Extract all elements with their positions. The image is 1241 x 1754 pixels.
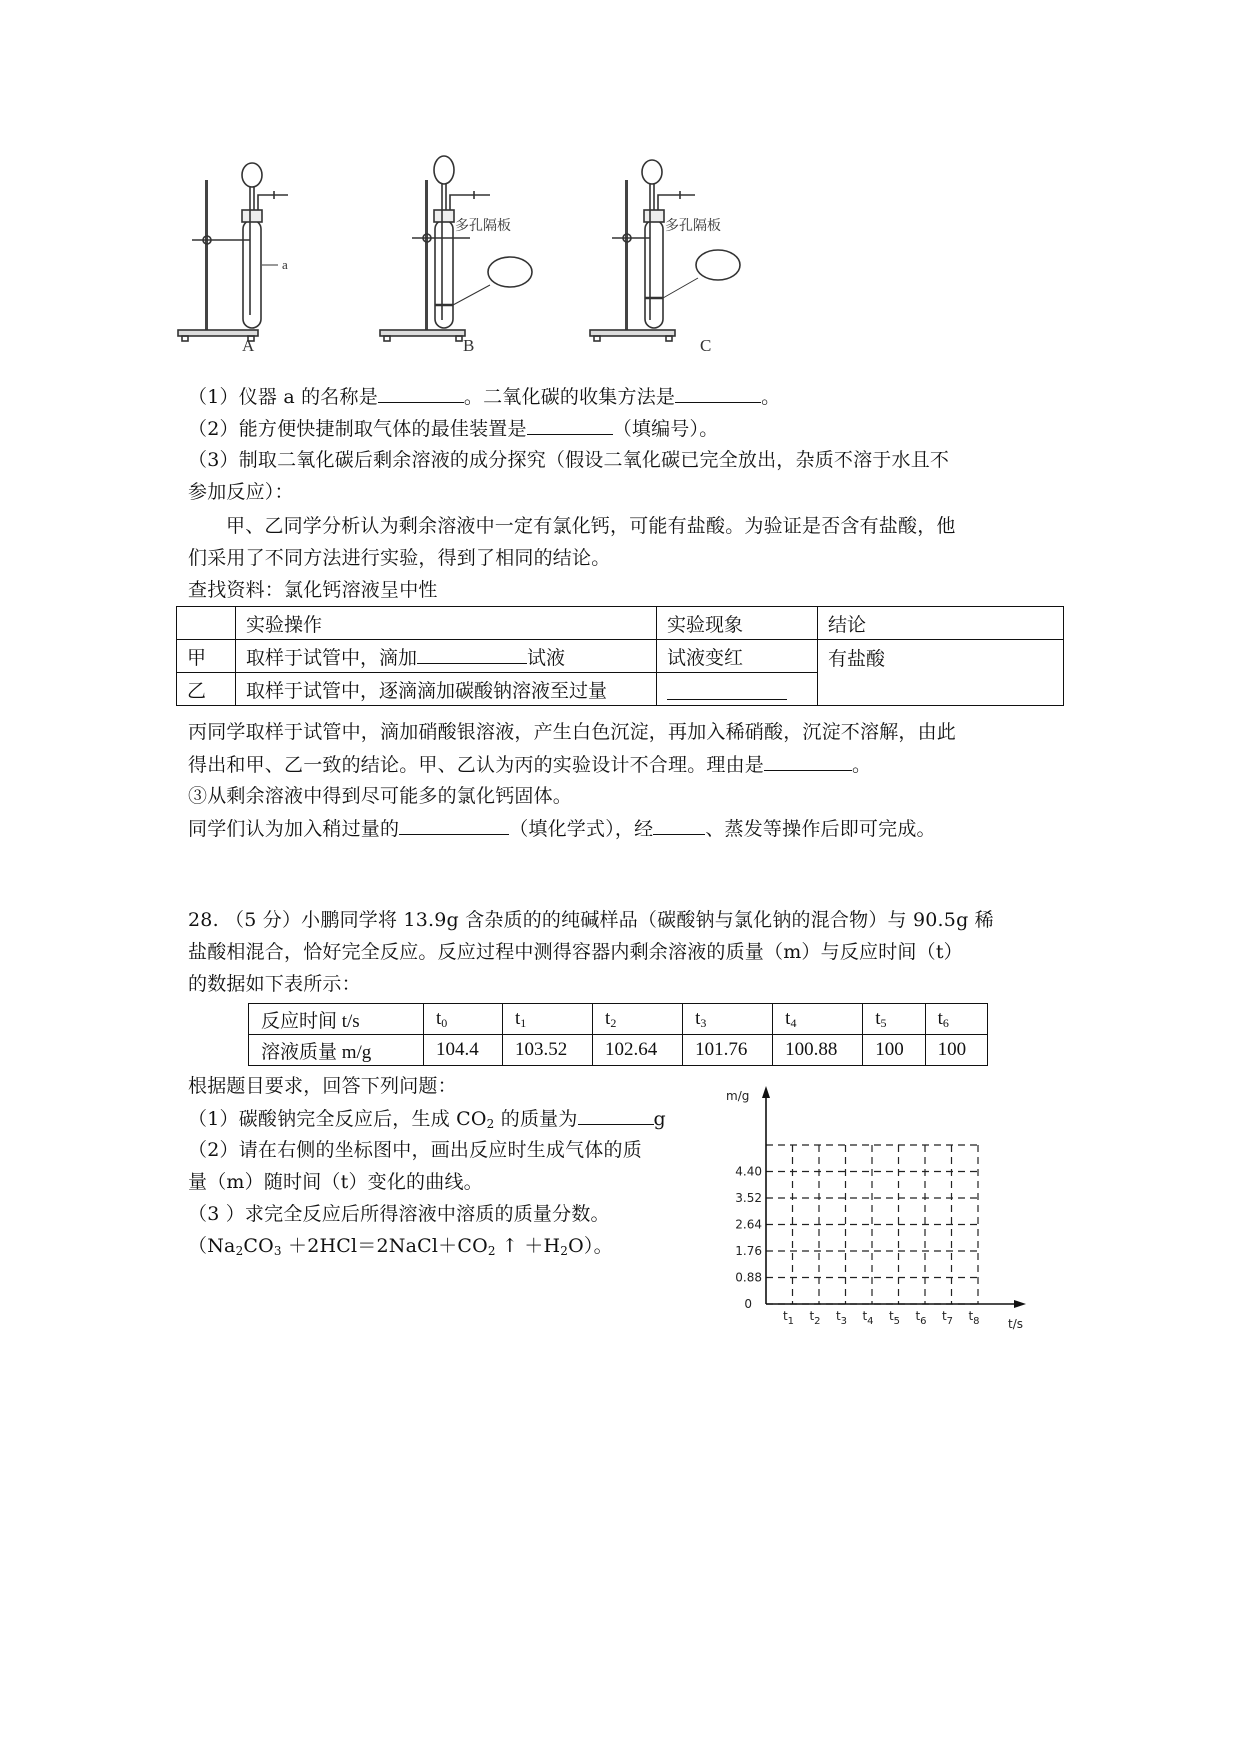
y-tick-label: 3.52 [735, 1191, 762, 1205]
part-a-label: a [282, 257, 288, 272]
x-tick-label: $t_7$ [941, 1309, 954, 1327]
apparatus-label-c: C [700, 336, 712, 355]
mass-cell: 102.64 [593, 1035, 683, 1066]
x-tick-label: $t_3$ [835, 1309, 848, 1327]
x-tick-label: $t_1$ [782, 1309, 795, 1327]
row-operation [236, 640, 657, 673]
q28-q1-unit: g [653, 1108, 666, 1130]
apparatus-a [178, 163, 288, 341]
answer-blank-co2-mass[interactable] [578, 1104, 654, 1125]
y-axis-arrow-icon [762, 1086, 770, 1098]
paragraph-2-end: 。 [852, 754, 872, 776]
x-tick-label: $t_4$ [862, 1309, 874, 1327]
q28-question-1: （1）碳酸钠完全反应后，生成 $CO_2$ 的质量为 g [188, 1104, 666, 1133]
q28-question-2-line-1: （2）请在右侧的坐标图中，画出反应时生成气体的质 [188, 1139, 642, 1161]
row-phenomenon: 试液变红 [657, 640, 818, 673]
paragraph-2-text: 得出和甲、乙一致的结论。甲、乙认为丙的实验设计不合理。理由是 [188, 754, 765, 776]
time-row-header: 反应时间 t/s [249, 1004, 424, 1035]
table-row [177, 640, 1064, 673]
mass-cell: 100.88 [773, 1035, 863, 1066]
co2-mass-chart[interactable] [716, 1080, 1046, 1340]
paragraph-1-line-1: 甲、乙同学分析认为剩余溶液中一定有氯化钙，可能有盐酸。为验证是否含有盐酸，他 [226, 515, 956, 537]
y-axis-label: m/g [726, 1089, 750, 1103]
plate-label-c: 多孔隔板 [665, 218, 721, 234]
x-tick-label: $t_8$ [968, 1309, 980, 1327]
reaction-data-table [248, 1003, 988, 1066]
question-1 [188, 382, 780, 411]
final-question [188, 814, 936, 843]
answer-blank-instrument-a[interactable] [378, 382, 464, 403]
final-text-a: 同学们认为加入稍过量的 [188, 818, 400, 840]
header-cell-phenomenon: 实验现象 [657, 607, 818, 640]
header-cell-conclusion: 结论 [818, 607, 1064, 640]
table-header-row [177, 607, 1064, 640]
apparatus-b [380, 156, 532, 341]
row-student-name: 乙 [177, 673, 236, 706]
y-tick-label: 1.76 [735, 1244, 762, 1258]
mass-row-header: 溶液质量 m/g [249, 1035, 424, 1066]
question-2 [188, 414, 718, 443]
answer-blank-operation[interactable] [653, 814, 705, 835]
mass-cell: 104.4 [424, 1035, 503, 1066]
question-1-text-b: 。二氧化碳的收集方法是 [463, 386, 676, 408]
mass-cell: 100 [925, 1035, 987, 1066]
question-2-text-b: （填编号）。 [612, 418, 719, 440]
mass-cell: 101.76 [683, 1035, 773, 1066]
apparatus-figure [170, 150, 870, 360]
x-axis-label: t/s [1008, 1317, 1023, 1331]
mass-cell: 103.52 [502, 1035, 592, 1066]
x-tick-label: $t_5$ [888, 1309, 901, 1327]
answer-blank-formula[interactable] [399, 814, 509, 835]
apparatus-label-b: B [463, 336, 475, 355]
operation-text: 取样于试管中，滴加 [246, 646, 418, 669]
operation-text-suffix: 试液 [527, 646, 566, 669]
q28-line-1: 28. （5 分）小鹏同学将 13.9g 含杂质的的纯碱样品（碳酸钠与氯化钠的混合物）与 90.5g 稀 [188, 909, 994, 931]
q28-q1-text-b: 的质量为 [494, 1108, 578, 1130]
paragraph-1-line-2: 们采用了不同方法进行实验，得到了相同的结论。 [188, 547, 611, 569]
step-3: ③从剩余溶液中得到尽可能多的氯化钙固体。 [188, 785, 573, 807]
answer-blank-phenomenon[interactable] [667, 673, 787, 700]
paragraph-2-line-2 [188, 750, 871, 779]
y-tick-label: 0 [744, 1297, 752, 1311]
time-cell: $t_2$ [593, 1004, 683, 1035]
y-tick-label: 2.64 [735, 1217, 762, 1232]
time-cell: $t_5$ [863, 1004, 925, 1035]
final-text-c: 、蒸发等操作后即可完成。 [705, 818, 936, 840]
question-2-text-a: （2）能方便快捷制取气体的最佳装置是 [188, 418, 527, 440]
reference-note: 查找资料：氯化钙溶液呈中性 [188, 579, 438, 601]
experiment-table [176, 606, 1064, 706]
time-cell: $t_4$ [773, 1004, 863, 1035]
row-student-name: 甲 [177, 640, 236, 673]
answer-blank-reason[interactable] [764, 750, 852, 771]
y-tick-label: 4.40 [735, 1164, 762, 1179]
mass-row [249, 1035, 988, 1066]
x-tick-label: $t_2$ [809, 1309, 821, 1327]
q28-line-2: 盐酸相混合，恰好完全反应。反应过程中测得容器内剩余溶液的质量（m）与反应时间（t） [188, 941, 963, 963]
q28-question-2-line-2: 量（m）随时间（t）变化的曲线。 [188, 1171, 483, 1193]
time-cell: $t_0$ [424, 1004, 503, 1035]
header-cell-operation: 实验操作 [236, 607, 657, 640]
row-operation: 取样于试管中，逐滴滴加碳酸钠溶液至过量 [236, 673, 657, 706]
q28-q1-text-a: （1）碳酸钠完全反应后，生成 CO [188, 1108, 487, 1130]
q28-question-3: （3 ）求完全反应后所得溶液中溶质的质量分数。 [188, 1203, 610, 1225]
question-1-text-a: （1）仪器 a 的名称是 [188, 386, 378, 408]
row-conclusion: 有盐酸 [818, 640, 1064, 706]
question-3-line-2: 参加反应）： [188, 481, 294, 503]
y-tick-label: 0.88 [735, 1270, 762, 1285]
paragraph-2-line-1: 丙同学取样于试管中，滴加硝酸银溶液，产生白色沉淀，再加入稀硝酸，沉淀不溶解，由此 [188, 721, 957, 743]
apparatus-label-a: A [242, 336, 255, 355]
row-phenomenon [657, 673, 818, 706]
header-cell-blank [177, 607, 236, 640]
answer-blank-best-device[interactable] [527, 414, 613, 435]
time-cell: $t_3$ [683, 1004, 773, 1035]
x-axis-arrow-icon [1014, 1300, 1026, 1308]
apparatus-c [590, 160, 740, 341]
time-cell: $t_6$ [925, 1004, 987, 1035]
x-tick-label: $t_6$ [915, 1309, 927, 1327]
question-1-text-c: 。 [761, 386, 781, 408]
mass-cell: 100 [863, 1035, 925, 1066]
question-3-line-1: （3）制取二氧化碳后剩余溶液的成分探究（假设二氧化碳已完全放出，杂质不溶于水且不 [188, 449, 950, 471]
plate-label-b: 多孔隔板 [455, 218, 511, 234]
answer-blank-indicator[interactable] [417, 643, 527, 664]
chemical-equation: （$Na_2CO_3$ $+2HCl=2NaCl+CO_2$ ↑ $+H_2O$）。 [188, 1235, 613, 1258]
q28-line-3: 的数据如下表所示： [188, 973, 361, 995]
time-row [249, 1004, 988, 1035]
answer-blank-collection-method[interactable] [675, 382, 761, 403]
time-cell: $t_1$ [502, 1004, 592, 1035]
q28-intro: 根据题目要求，回答下列问题： [188, 1075, 457, 1097]
final-text-b: （填化学式），经 [509, 818, 654, 840]
